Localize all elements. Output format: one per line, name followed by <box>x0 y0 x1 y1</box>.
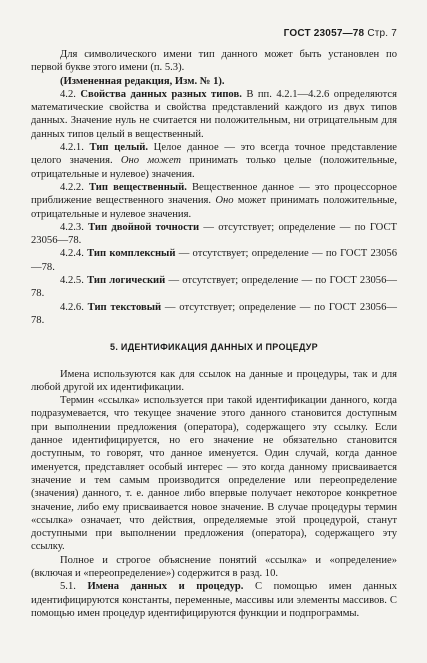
clause-text: В пп. 4.2.1—4.2.6 определяются математические свойства и свойства представлений каждого из двух типов данных. Значение нуль не считается ни положительным, ни отрицательным для данных типов целый в вещественный. <box>31 88 397 140</box>
clause-text: Вещественное данное — это процессорное приближение вещественного значения. <box>31 181 397 207</box>
paragraph-symbolic-name: Для символического имени тип данного может быть установлен по первой букве этого имени (п. 5.3). <box>31 49 397 74</box>
section-heading: 5. ИДЕНТИФИКАЦИЯ ДАННЫХ И ПРОЦЕДУР <box>110 342 318 353</box>
clause-text: — отсутствует; определение — по ГОСТ 23056—78. <box>31 275 397 300</box>
clause-4-2-4 <box>31 247 397 274</box>
clause-title: Тип вещественный. <box>88 181 187 193</box>
clause-5-1 <box>31 580 397 620</box>
clause-text: может принимать положительные, отрицательные и нулевое значения. <box>31 195 397 220</box>
clause-4-2-5 <box>31 274 397 301</box>
clause-title: Тип двойной точности <box>88 221 200 233</box>
paragraph-reference-term: Термин «ссылка» используется при такой идентификации данного, когда подразумевается, что текущее значение этого данного становится доступным при выполнении предложения (оператора), содержащего эту ссылку. Если данное идентифицируется, но его значение не обязательно становится доступным, то говорят, что данное именуется. Один случай, когда данное именуется, представляет особый интерес — это когда данному присваивается значение и тем самым производится определение или переопределение (значения) данного, т. е. данное либо впервые получает некоторое конкретное значение, либо ему присваивается новое значение. В случае процедуры термин «ссылка» означает, что действия, определяемые этой процедурой, станут доступными при выполнении предложения (оператора), содержащего эту ссылку. <box>31 395 397 553</box>
document-body <box>31 48 397 620</box>
clause-title: Имена данных и процедур. <box>87 581 244 593</box>
amendment-note <box>31 75 397 88</box>
paragraph-names-usage: Имена используются как для ссылок на данные и процедуры, так и для любой другой их идентификации. <box>31 368 397 393</box>
clause-title: Тип комплексный <box>87 248 176 260</box>
clause-title: Тип целый. <box>89 142 148 154</box>
clause-text: С помощью имен данных идентифицируются константы, переменные, массивы или элементы массивов. С помощью имен процедур идентифицируются функции и подпрограммы. <box>31 581 398 619</box>
page-number: Стр. 7 <box>367 28 397 39</box>
clause-title: Тип текстовый <box>87 301 162 313</box>
clause-number: 4.2.4. <box>60 248 84 260</box>
amendment-note-text: (Измененная редакция, Изм. № 1). <box>60 75 225 87</box>
clause-text: — отсутствует; определение — по ГОСТ 23056—78. <box>31 248 397 273</box>
clause-number: 4.2. <box>60 88 76 100</box>
clause-text: — отсутствует; определение — по ГОСТ 23056—78. <box>31 221 397 247</box>
clause-4-2 <box>31 88 397 141</box>
clause-text: принимать только целые (положительные, отрицательные и нулевое) значения. <box>31 155 397 180</box>
clause-number: 4.2.3. <box>60 221 84 233</box>
clause-title: Тип логический <box>87 275 166 287</box>
clause-number: 4.2.6. <box>60 301 84 313</box>
standard-number: ГОСТ 23057—78 <box>283 28 365 39</box>
clause-text: Целое данное — это всегда точное представление целого значения. <box>31 142 397 167</box>
page-header <box>284 28 397 39</box>
paragraph-full-explanation: Полное и строгое объяснение понятий «ссылка» и «определение» (включая и «переопределение») содержится в разд. 10. <box>31 554 397 579</box>
clause-italic: Оно <box>215 195 234 207</box>
clause-number: 4.2.5. <box>60 275 84 287</box>
clause-4-2-3 <box>31 221 397 248</box>
clause-4-2-6 <box>31 301 397 328</box>
clause-number: 4.2.1. <box>60 142 84 154</box>
clause-number: 5.1. <box>60 581 76 593</box>
clause-title: Свойства данных разных типов. <box>80 88 242 100</box>
clause-italic: Оно может <box>120 155 182 167</box>
clause-4-2-2 <box>31 181 397 221</box>
clause-number: 4.2.2. <box>60 181 84 193</box>
clause-4-2-1 <box>31 141 397 181</box>
clause-text: — отсутствует; определение — по ГОСТ 23056—78. <box>31 301 397 326</box>
